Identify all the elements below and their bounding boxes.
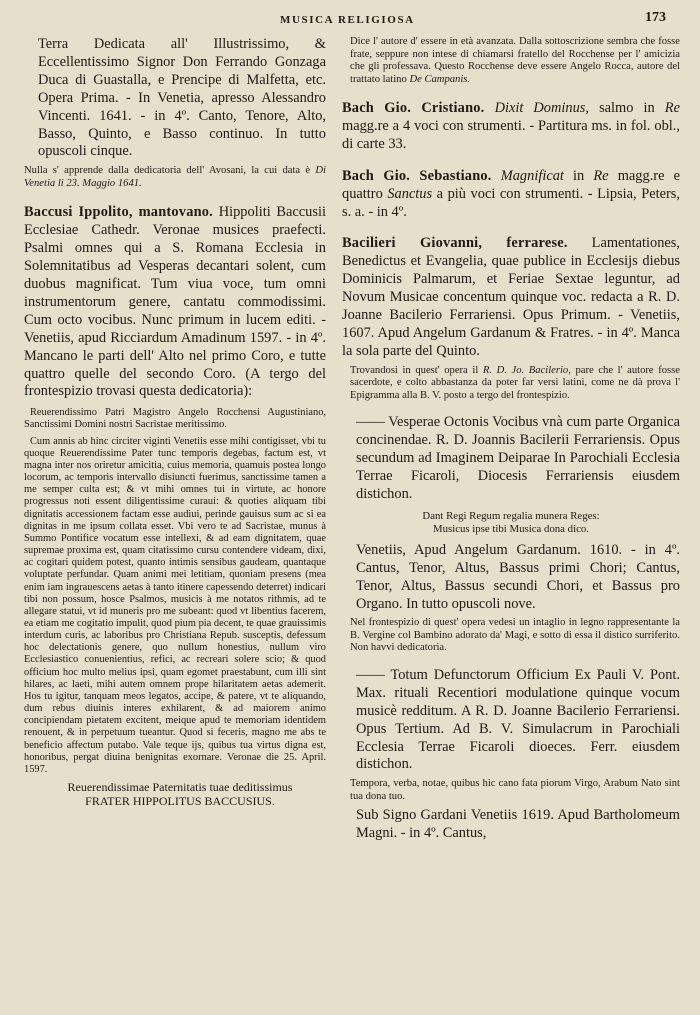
note-date: Di Venetia li 23. Maggio 1641. [24,165,326,189]
note-frontispiece: Nel frontespizio di quest' opera vedesi un intaglio in legno rappresentante la B. Vergine col Bambino adorato da' Magi, e sotto di essa il distico surriferito. Non havvi dedicatoria. [350,617,680,654]
entry-baccusi [24,204,326,401]
letter-body: Cum annis ab hinc circiter viginti Venetiis esse mihi contigisset, vbi tu quoque Reuerendissime Pater tunc temporis degebas, factum est, vt magna inter nos oriretur amicitia, cuius memoria, quamuis postea longo locorum, ac temporis intervallo disiuncti fuerimus, sanctissime tamen a me semper culta est; & vt mihi omnes tui in virtute, ac honore progressus noti essent diligentissime curaui: & quoties aliquam tibi dignitatis accessionem factam esse audiui, perinde gauisus sum ac si ea dignitas in me ipsum collata esset. Vbi vero te ad Sacristae, munus à Summo Pontifice vocatum esse intellexi, & ad eam dignitatem, quae supremae proxima est, quam citatissimo cursu contendere videam, dixi, ac cogitari quidem potest, quanto intimis sensibus gaudeam, quantaque voluptate perfundar. Quam animi mei letitiam, quoniam presens (mea enim iam ingrauescens aetas à tanto itinere capessendo deterret) indicari tibi non possum, hosce Psalmos, musicis à me notatos rithmis, ad te allegare statui, vt id muneris pro me subeant: quod vt libentius facerem, ea etiam me cogitatio impulit, quod pium pia decent, te quae grauissimis interdum curis, ac laboribus pro Christiana Repub. susceptis, defessum hoc delectationis genere, quo nullum honestius, nullum viro Ecclesiastico conuenientius, refici, ac recreari solere scio; & quod officium hoc multo melius ipsi, quam egomet praestabunt, cum illi sint hilares, ac laeti, mihi autem omnem prope hilaritatem aetas ademerit. Hos tu igitur, tanquam meos legatos, accipe, & patere, vt te aliquando, dum rebus diuinis interes exhilarent, & ad maiorem animo concipiendam pietatem excitent, meique apud te memoriam identidem renouent, & in perpetuum tueantur. Quod si feceris, magno me abs te beneficio affectum putabo. Vale teque ijs, quibus tua virtus digna est, honoribus, pergat diuina benignitas exornare. Veronae die 25. April. 1597. [24,435,326,775]
note-text: Dice l' autore d' essere in età avanzata. Dalla sottoscrizione sembra che fosse frate, seppure non intese di chiamarsi fratello del Rocchense per l' amicizia che gli professava. Questo Rocchense deve essere Angelo Rocca, autore del trattato latino [350,36,680,85]
author-name: Bach Gio. Sebastiano. [342,167,492,184]
page-number: 173 [645,10,666,25]
letter-address: Reuerendissimo Patri Magistro Angelo Rocchensi Augustiniano, Sanctissimi Domini nostri Sacristae meritissimo. [24,407,326,431]
entry-totum-publication: Sub Signo Gardani Venetiis 1619. Apud Bartholomeum Magni. - in 4º. Cantus, [356,807,680,842]
left-column [24,36,326,808]
entry-vesperae: —— Vesperae Octonis Vocibus vnà cum parte Organica concinendae. R. D. Joannis Bacilerii Ferrariensis. Opus secundum ad Imaginem Deiparae In Parochiali Ecclesia Terrae Ficaroli, Diocesis Ferrariensis eiusdem distichon. [356,414,680,502]
note-bacilerio [342,365,680,403]
work-key: Re [593,167,609,184]
note-title: De Campanis. [409,73,471,85]
running-head: MUSICA RELIGIOSA [280,14,415,26]
entry-text: in [573,167,585,184]
note-text: Nulla s' apprende dalla dedicatoria dell' Avosani, la cui data è [24,165,311,177]
entry-text: salmo in [599,100,655,116]
work-title: Magnificat [500,167,564,184]
entry-text: magg.re e quattro [342,167,680,202]
entry-text: Lamentationes, Benedictus et Evangelia, quae publice in Ecclesijs diebus Dominicis Palmarum, et Feriae Sextae leguntur, ad Novum Musicae concentum quinque voc. redacta a R. D. Joanne Bacilerio Ferrariensi. Opus Primum. - Venetiis, 1607. Apud Angelum Gardanum & Fratres. - in 4º. Manca la sola parte del Quinto. [342,235,680,359]
right-column [342,36,680,843]
entry-bach-sebastiano [342,168,680,222]
work-title: Dixit Dominus, [494,100,589,116]
signature-line: Reuerendissimae Paternitatis tuae deditissimus [67,780,293,794]
signature-name: FRATER HIPPOLITUS BACCUSIUS. [85,794,275,808]
entry-vesperae-publication: Venetiis, Apud Angelum Gardanum. 1610. - in 4º. Cantus, Tenor, Altus, Bassus primi Chori; Cantus, Tenor, Altus, Bassus secundi Chori, et Bassus pro Organo. In tutto opuscoli nove. [356,541,680,612]
entry-bacilieri [342,235,680,360]
entry-continuation: Terra Dedicata all' Illustrissimo, & Eccellentissimo Signor Don Ferrando Gonzaga Duca di Guastalla, e Prencipe di Malfetta, etc. Opera Prima. - In Venetia, apresso Alessandro Vincenti. 1641. - in 4º. Canto, Tenore, Alto, Basso, Quinto, e Basso continuo. In tutto opuscoli cinque. [38,36,326,160]
author-name: Baccusi Ippolito, mantovano. [24,204,213,221]
note-avosani [24,165,326,190]
author-name: Bach Gio. Cristiano. [342,100,485,116]
note-text: pare che l' autore fosse sacerdote, e colto abbastanza da poter far versi latini, come ne dà prova l' Epigramma alla B. V. posto a tergo del frontespizio. [350,364,680,401]
work-key: Re [664,100,680,116]
note-name: R. D. Jo. Bacilerio, [482,364,571,376]
work-title: Sanctus [387,185,433,202]
entry-text: a più voci con strumenti. - Lipsia, Peters, s. a. - in 4º. [342,185,680,220]
note-text: Trovandosi in quest' opera il [350,364,479,376]
entry-bach-cristiano [342,100,680,154]
distich-tempora: Tempora, verba, notae, quibus hic cano fata piorum Virgo, Arabum Nato sint tua dona tuo. [350,778,680,802]
entry-text: Hippoliti Baccusii Ecclesiae Cathedr. Veronae musices praefecti. Psalmi omnes qui a S. Romana Ecclesia in Solemnitatibus ad Vesperas decantari solent, cum duobus magnificat. Tum viua voce, tum omni instrumentorum genere, cantatu commodissimi. Cum octo vocibus. Nunc primum in lucem editi. - Venetiis, apud Ricciardum Amadinum 1597. - in 4º. Mancano le parti dell' Alto nel primo Coro, e tutte quattro quelle del secondo Coro. (A tergo del frontespizio trovasi questa dedicatoria): [24,204,326,400]
distich-line: Musicus ipse tibi Musica dona dico. [433,522,589,535]
entry-totum: —— Totum Defunctorum Officium Ex Pauli V. Pont. Max. rituali Recentiori modulatione quinque vocum musicè redditum. A R. D. Joanne Bacilerio Ferrariensi. Opus Tertium. Ad B. V. Simulacrum in Parochiali Ecclesia Terrae Ficaroli dioeces. Ferr. eiusdem distichon. [356,666,680,773]
author-name: Bacilieri Giovanni, ferrarese. [342,235,568,252]
note-rocchense [342,36,680,86]
entry-text: magg.re a 4 voci con strumenti. - Partitura ms. in fol. obl., di carte 33. [342,117,680,152]
distich-line: Dant Regi Regum regalia munera Reges: [422,509,600,522]
